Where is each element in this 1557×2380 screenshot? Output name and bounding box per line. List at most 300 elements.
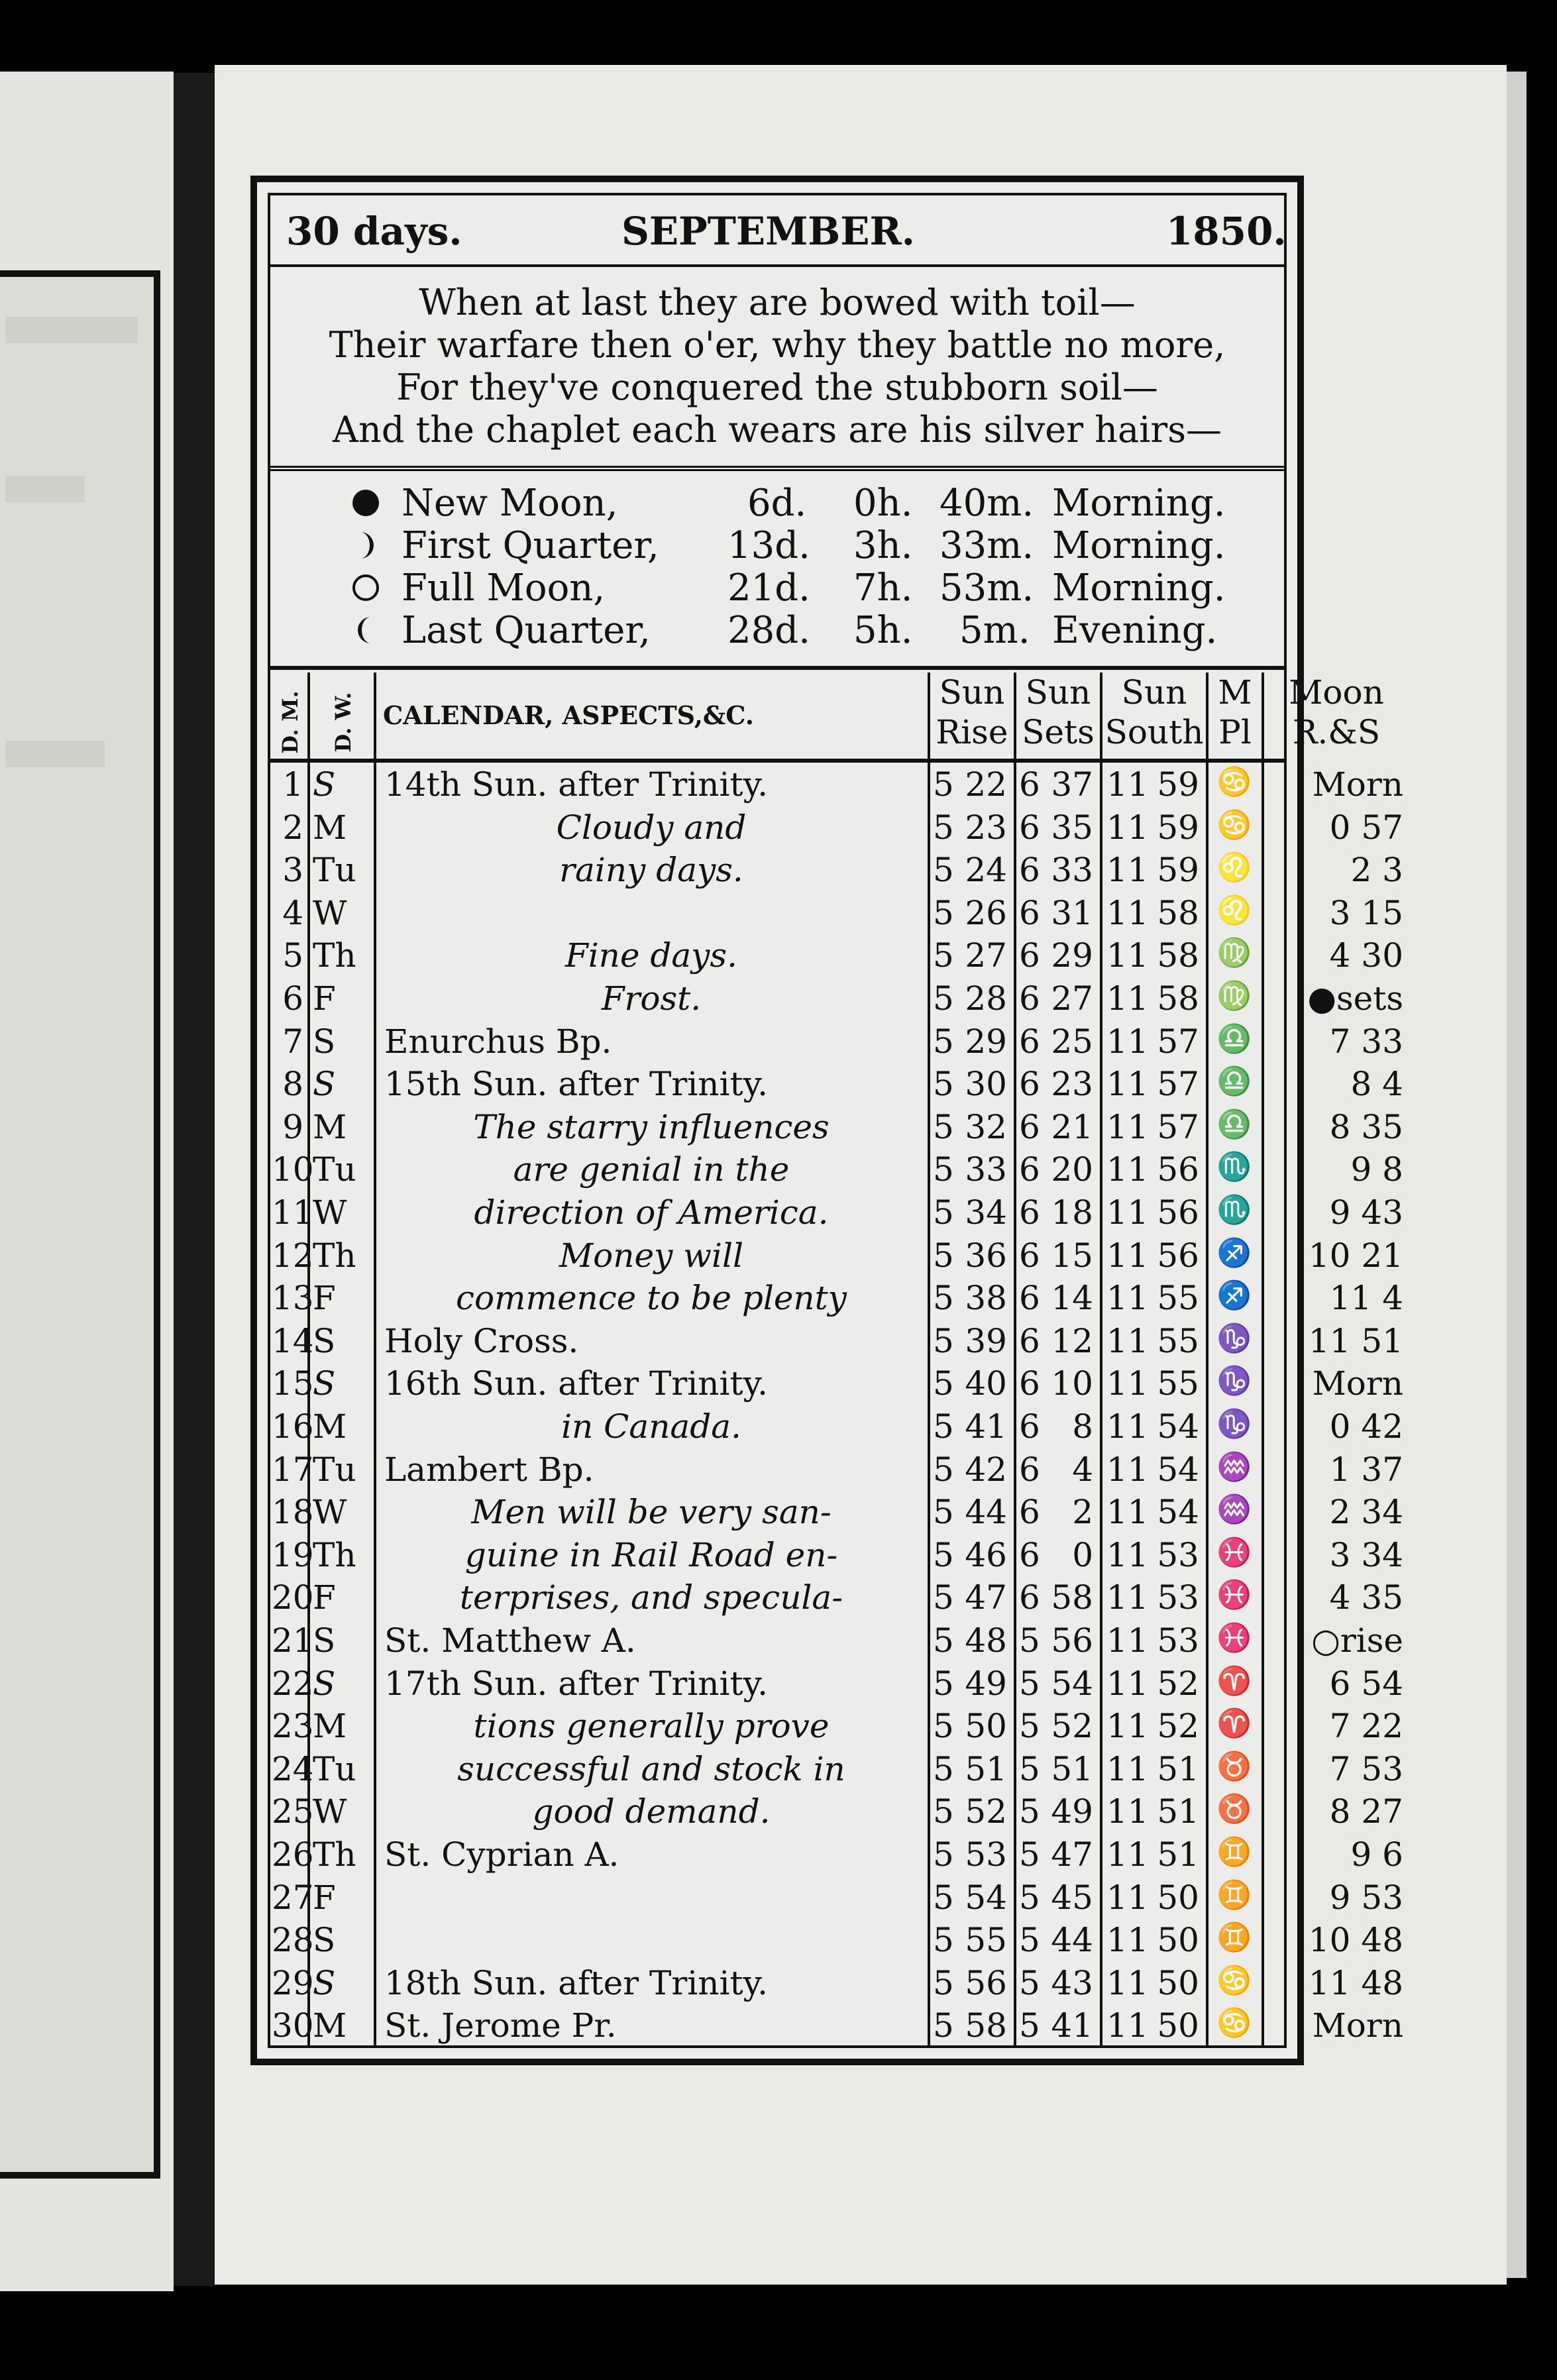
moon-phase-minute: 33m. xyxy=(940,524,1034,567)
moon-phase-minute: 5m. xyxy=(959,609,1030,652)
sun-south-hour: 11 xyxy=(1106,1107,1149,1146)
sun-rise-hour: 5 xyxy=(933,1578,954,1617)
sun-rise-minute: 56 xyxy=(965,1963,1007,2002)
day-of-week: S xyxy=(313,1022,336,1061)
day-of-week: W xyxy=(313,1493,347,1532)
moon-rise-set: 7 53 xyxy=(1329,1749,1403,1788)
facing-page-frame xyxy=(0,270,160,2179)
table-row xyxy=(270,1105,1403,1148)
calendar-note: Holy Cross. xyxy=(384,1321,579,1360)
table-row xyxy=(270,1362,1403,1404)
sun-set-minute: 4 xyxy=(1072,1450,1093,1489)
moon-place-sign: ♐ xyxy=(1216,1279,1252,1312)
moon-place-sign: ♒ xyxy=(1216,1450,1252,1483)
sun-rise-hour: 5 xyxy=(933,893,954,932)
sun-set-hour: 6 xyxy=(1019,808,1040,847)
moon-place-sign: ♒ xyxy=(1216,1493,1252,1526)
sun-south-minute: 51 xyxy=(1157,1792,1199,1831)
day-of-week: S xyxy=(313,1921,336,1960)
sun-set-hour: 6 xyxy=(1019,1364,1040,1403)
sun-set-minute: 51 xyxy=(1051,1749,1093,1788)
calendar-note: Men will be very san- xyxy=(471,1493,832,1532)
sun-rise-minute: 53 xyxy=(965,1835,1007,1874)
sun-set-hour: 5 xyxy=(1019,1835,1040,1874)
moon-place-sign: ♓ xyxy=(1216,1535,1252,1568)
moon-rise-set: 8 4 xyxy=(1350,1065,1403,1104)
day-of-month: 3 xyxy=(282,851,303,890)
sun-set-minute: 21 xyxy=(1051,1107,1093,1146)
calendar-note: successful and stock in xyxy=(457,1749,845,1788)
header-line: Sun xyxy=(1121,673,1187,712)
sun-rise-hour: 5 xyxy=(933,1065,954,1104)
moon-place-sign: ♎ xyxy=(1216,1065,1252,1098)
day-of-week: F xyxy=(313,979,336,1018)
table-row xyxy=(270,1020,1403,1062)
day-of-month: 20 xyxy=(272,1578,314,1617)
table-row xyxy=(270,1533,1403,1576)
sun-south-hour: 11 xyxy=(1106,1193,1149,1232)
day-of-week: M xyxy=(313,1107,347,1146)
sun-south-minute: 55 xyxy=(1157,1279,1199,1318)
table-row xyxy=(270,1790,1403,1832)
full-moon-icon xyxy=(351,573,380,602)
calendar-note: 14th Sun. after Trinity. xyxy=(384,765,769,804)
day-of-week: S xyxy=(313,1664,336,1703)
table-row xyxy=(270,977,1403,1019)
sun-rise-minute: 54 xyxy=(965,1878,1007,1917)
column-header-moon-place xyxy=(1206,673,1262,759)
sun-south-minute: 59 xyxy=(1157,765,1199,804)
sun-rise-hour: 5 xyxy=(933,1749,954,1788)
header-line: Moon xyxy=(1289,673,1384,712)
moon-phase-day: 13d. xyxy=(727,524,810,567)
sun-south-minute: 54 xyxy=(1157,1450,1199,1489)
sun-set-minute: 49 xyxy=(1051,1792,1093,1831)
sun-set-hour: 6 xyxy=(1019,1150,1040,1189)
moon-phase-row xyxy=(270,482,1284,524)
sun-set-hour: 5 xyxy=(1019,1963,1040,2002)
calendar-note: rainy days. xyxy=(559,851,743,890)
moon-rise-set: 9 53 xyxy=(1329,1878,1403,1917)
sun-south-minute: 57 xyxy=(1157,1107,1199,1146)
moon-place-sign: ♓ xyxy=(1216,1621,1252,1654)
table-row xyxy=(270,1405,1403,1447)
day-of-month: 27 xyxy=(272,1878,314,1917)
moon-rise-set: 10 21 xyxy=(1308,1236,1403,1275)
sun-south-hour: 11 xyxy=(1106,1321,1149,1360)
sun-set-hour: 5 xyxy=(1019,1749,1040,1788)
moon-place-sign: ♓ xyxy=(1216,1578,1252,1611)
sun-south-minute: 55 xyxy=(1157,1321,1199,1360)
day-of-week: Tu xyxy=(313,1150,356,1189)
sun-set-hour: 6 xyxy=(1019,1193,1040,1232)
sun-rise-minute: 46 xyxy=(965,1535,1007,1574)
sun-set-minute: 2 xyxy=(1072,1493,1093,1532)
moon-rise-set: 10 48 xyxy=(1308,1921,1403,1960)
moon-rise-set: 2 34 xyxy=(1329,1493,1403,1532)
month-title: SEPTEMBER. xyxy=(621,209,915,254)
facing-page xyxy=(0,72,174,2291)
moon-phases xyxy=(270,474,1284,670)
moon-place-sign: ♉ xyxy=(1216,1749,1252,1782)
moon-rise-set: 1 37 xyxy=(1329,1450,1403,1489)
sun-south-hour: 11 xyxy=(1106,2006,1149,2045)
sun-set-hour: 6 xyxy=(1019,936,1040,975)
sun-set-hour: 6 xyxy=(1019,851,1040,890)
moon-phase-period: Morning. xyxy=(1052,482,1226,525)
moon-phase-day: 28d. xyxy=(727,609,810,652)
sun-set-minute: 23 xyxy=(1051,1065,1093,1104)
moon-rise-set: 0 42 xyxy=(1329,1407,1403,1446)
day-of-month: 12 xyxy=(272,1236,314,1275)
sun-rise-minute: 24 xyxy=(965,851,1007,890)
calendar-note: Frost. xyxy=(601,979,702,1018)
sun-rise-hour: 5 xyxy=(933,1493,954,1532)
poem-line: When at last they are bowed with toil— xyxy=(419,282,1136,323)
table-row xyxy=(270,1276,1403,1319)
column-header-day-of-week: D. W. xyxy=(307,673,374,759)
sun-south-minute: 54 xyxy=(1157,1407,1199,1446)
sun-rise-hour: 5 xyxy=(933,1321,954,1360)
day-of-month: 6 xyxy=(282,979,303,1018)
sun-set-hour: 6 xyxy=(1019,1022,1040,1061)
sun-rise-minute: 44 xyxy=(965,1493,1007,1532)
moon-phase-hour: 5h. xyxy=(853,609,913,652)
moon-place-sign: ♊ xyxy=(1216,1878,1252,1911)
moon-rise-set: 8 35 xyxy=(1329,1107,1403,1146)
moon-rise-set: 11 48 xyxy=(1308,1963,1403,2002)
sun-rise-minute: 49 xyxy=(965,1664,1007,1703)
sun-rise-hour: 5 xyxy=(933,808,954,847)
calendar-note: direction of America. xyxy=(474,1193,829,1232)
last-quarter-icon xyxy=(351,616,380,645)
table-row xyxy=(270,1918,1403,1961)
sun-south-hour: 11 xyxy=(1106,1921,1149,1960)
moon-phase-row xyxy=(270,609,1284,651)
column-header-sun-south xyxy=(1100,673,1206,759)
moon-place-sign: ♋ xyxy=(1216,2006,1252,2039)
moon-place-sign: ♐ xyxy=(1216,1236,1252,1269)
calendar-note: 16th Sun. after Trinity. xyxy=(384,1364,769,1403)
sun-set-hour: 5 xyxy=(1019,2006,1040,2045)
day-of-week: Th xyxy=(313,1535,356,1574)
calendar-note: in Canada. xyxy=(561,1407,741,1446)
sun-set-hour: 6 xyxy=(1019,1578,1040,1617)
calendar-note: Fine days. xyxy=(565,936,737,975)
day-of-week: Th xyxy=(313,1835,356,1874)
sun-south-hour: 11 xyxy=(1106,1707,1149,1746)
sun-set-hour: 6 xyxy=(1019,979,1040,1018)
calendar-note: St. Jerome Pr. xyxy=(384,2006,617,2045)
sun-set-minute: 43 xyxy=(1051,1963,1093,2002)
sun-rise-hour: 5 xyxy=(933,1022,954,1061)
sun-south-minute: 59 xyxy=(1157,808,1199,847)
facing-page-ghost xyxy=(5,317,138,343)
day-of-month: 21 xyxy=(272,1621,314,1660)
calendar-note: Cloudy and xyxy=(556,808,747,847)
day-of-month: 19 xyxy=(272,1535,314,1574)
day-of-week: F xyxy=(313,1578,336,1617)
moon-phase-hour: 7h. xyxy=(853,567,913,610)
moon-phase-period: Morning. xyxy=(1052,524,1226,567)
poem-line: Their warfare then o'er, why they battle no more, xyxy=(329,324,1226,366)
sun-south-hour: 11 xyxy=(1106,893,1149,932)
sun-rise-hour: 5 xyxy=(933,1150,954,1189)
sun-south-minute: 52 xyxy=(1157,1664,1199,1703)
moon-phase-day: 21d. xyxy=(727,567,810,610)
sun-rise-minute: 51 xyxy=(965,1749,1007,1788)
table-row xyxy=(270,1704,1403,1747)
table-row xyxy=(270,1148,1403,1190)
sun-south-hour: 11 xyxy=(1106,851,1149,890)
day-of-week: Th xyxy=(313,1236,356,1275)
sun-rise-minute: 48 xyxy=(965,1621,1007,1660)
moon-place-sign: ♌ xyxy=(1216,893,1252,926)
poem-line: For they've conquered the stubborn soil— xyxy=(396,366,1158,408)
sun-south-hour: 11 xyxy=(1106,1407,1149,1446)
sun-set-hour: 5 xyxy=(1019,1878,1040,1917)
moon-place-sign: ♑ xyxy=(1216,1407,1252,1440)
sun-south-hour: 11 xyxy=(1106,1535,1149,1574)
page-edge xyxy=(1507,72,1527,2278)
table-row xyxy=(270,1062,1403,1105)
day-of-month: 22 xyxy=(272,1664,314,1703)
sun-set-minute: 8 xyxy=(1072,1407,1093,1446)
moon-place-sign: ♉ xyxy=(1216,1792,1252,1825)
sun-set-minute: 44 xyxy=(1051,1921,1093,1960)
sun-rise-minute: 55 xyxy=(965,1921,1007,1960)
sun-rise-hour: 5 xyxy=(933,1921,954,1960)
moon-phase-period: Morning. xyxy=(1052,567,1226,610)
day-of-month: 13 xyxy=(272,1279,314,1318)
sun-south-minute: 57 xyxy=(1157,1022,1199,1061)
moon-rise-set: 3 34 xyxy=(1329,1535,1403,1574)
sun-south-hour: 11 xyxy=(1106,1792,1149,1831)
day-of-week: W xyxy=(313,893,347,932)
sun-south-hour: 11 xyxy=(1106,1963,1149,2002)
day-of-month: 11 xyxy=(272,1193,314,1232)
moon-phase-name: Last Quarter, xyxy=(402,609,651,652)
day-of-week: S xyxy=(313,1621,336,1660)
sun-rise-hour: 5 xyxy=(933,1279,954,1318)
new-moon-icon xyxy=(351,488,380,517)
moon-rise-set: Morn xyxy=(1312,2006,1403,2045)
calendar-note: commence to be plenty xyxy=(456,1279,847,1318)
table-row xyxy=(270,891,1403,934)
sun-south-minute: 51 xyxy=(1157,1835,1199,1874)
sun-set-hour: 6 xyxy=(1019,1450,1040,1489)
moon-place-sign: ♋ xyxy=(1216,765,1252,798)
moon-rise-set: 11 4 xyxy=(1329,1279,1403,1318)
day-of-month: 14 xyxy=(272,1321,314,1360)
poem xyxy=(270,267,1284,471)
sun-rise-minute: 32 xyxy=(965,1107,1007,1146)
calendar-note: 18th Sun. after Trinity. xyxy=(384,1963,769,2002)
day-of-week: M xyxy=(313,2006,347,2045)
sun-rise-minute: 23 xyxy=(965,808,1007,847)
column-header-moon-rise-set xyxy=(1262,673,1409,759)
sun-south-hour: 11 xyxy=(1106,1749,1149,1788)
sun-rise-minute: 42 xyxy=(965,1450,1007,1489)
day-of-month: 7 xyxy=(282,1022,303,1061)
days-count: 30 days. xyxy=(286,209,462,254)
sun-set-minute: 18 xyxy=(1051,1193,1093,1232)
calendar-note: 15th Sun. after Trinity. xyxy=(384,1065,769,1104)
sun-rise-minute: 38 xyxy=(965,1279,1007,1318)
header-line: Sets xyxy=(1022,713,1095,751)
table-row xyxy=(270,934,1403,976)
moon-place-sign: ♑ xyxy=(1216,1321,1252,1354)
sun-south-minute: 58 xyxy=(1157,936,1199,975)
sun-rise-minute: 40 xyxy=(965,1364,1007,1403)
sun-south-minute: 56 xyxy=(1157,1236,1199,1275)
first-quarter-icon xyxy=(351,531,380,560)
day-of-week: Tu xyxy=(313,851,356,890)
sun-set-minute: 45 xyxy=(1051,1878,1093,1917)
sun-south-hour: 11 xyxy=(1106,1065,1149,1104)
sun-rise-minute: 47 xyxy=(965,1578,1007,1617)
moon-rise-set: 4 30 xyxy=(1329,936,1403,975)
moon-rise-set: 0 57 xyxy=(1329,808,1403,847)
sun-set-minute: 35 xyxy=(1051,808,1093,847)
sun-south-hour: 11 xyxy=(1106,1022,1149,1061)
table-row xyxy=(270,1191,1403,1233)
table-row xyxy=(270,1619,1403,1661)
sun-south-hour: 11 xyxy=(1106,1835,1149,1874)
sun-rise-hour: 5 xyxy=(933,765,954,804)
header-line: M xyxy=(1218,673,1252,712)
sun-rise-minute: 30 xyxy=(965,1065,1007,1104)
moon-phase-name: First Quarter, xyxy=(402,524,659,567)
sun-rise-minute: 39 xyxy=(965,1321,1007,1360)
moon-place-sign: ♍ xyxy=(1216,979,1252,1012)
day-of-week: Tu xyxy=(313,1749,356,1788)
day-of-month: 23 xyxy=(272,1707,314,1746)
sun-rise-hour: 5 xyxy=(933,1364,954,1403)
moon-rise-set: 11 51 xyxy=(1308,1321,1403,1360)
sun-rise-hour: 5 xyxy=(933,1707,954,1746)
sun-south-minute: 53 xyxy=(1157,1621,1199,1660)
sun-set-hour: 6 xyxy=(1019,893,1040,932)
sun-south-minute: 53 xyxy=(1157,1578,1199,1617)
moon-rise-set: Morn xyxy=(1312,1364,1403,1403)
sun-set-minute: 33 xyxy=(1051,851,1093,890)
day-of-month: 15 xyxy=(272,1364,314,1403)
sun-set-minute: 20 xyxy=(1051,1150,1093,1189)
book-gutter xyxy=(174,73,215,2286)
sun-set-minute: 47 xyxy=(1051,1835,1093,1874)
sun-set-hour: 6 xyxy=(1019,1065,1040,1104)
calendar-note: 17th Sun. after Trinity. xyxy=(384,1664,769,1703)
moon-rise-set: 9 6 xyxy=(1350,1835,1403,1874)
sun-south-minute: 58 xyxy=(1157,893,1199,932)
sun-rise-minute: 28 xyxy=(965,979,1007,1018)
moon-phase-minute: 40m. xyxy=(940,482,1034,525)
day-of-week: F xyxy=(313,1279,336,1318)
moon-phase-row xyxy=(270,524,1284,567)
table-row xyxy=(270,1319,1403,1362)
sun-rise-minute: 58 xyxy=(965,2006,1007,2045)
column-header-day-of-month: D. M. xyxy=(278,690,303,754)
sun-set-minute: 54 xyxy=(1051,1664,1093,1703)
day-of-week: S xyxy=(313,1321,336,1360)
header-line: R.&S xyxy=(1292,713,1381,751)
sun-set-hour: 6 xyxy=(1019,1407,1040,1446)
calendar-note: tions generally prove xyxy=(473,1707,830,1746)
sun-rise-hour: 5 xyxy=(933,1621,954,1660)
moon-rise-set: Morn xyxy=(1312,765,1403,804)
sun-rise-hour: 5 xyxy=(933,1835,954,1874)
day-of-week: M xyxy=(313,1707,347,1746)
day-of-week: M xyxy=(313,1407,347,1446)
calendar-note: are genial in the xyxy=(513,1150,790,1189)
sun-rise-hour: 5 xyxy=(933,851,954,890)
sun-south-hour: 11 xyxy=(1106,1236,1149,1275)
sun-set-hour: 5 xyxy=(1019,1664,1040,1703)
day-of-month: 8 xyxy=(282,1065,303,1104)
sun-rise-hour: 5 xyxy=(933,979,954,1018)
day-of-week: S xyxy=(313,1065,336,1104)
day-of-month: 26 xyxy=(272,1835,314,1874)
moon-place-sign: ♋ xyxy=(1216,808,1252,841)
table-row xyxy=(270,1576,1403,1618)
sun-set-hour: 6 xyxy=(1019,1321,1040,1360)
sun-set-minute: 56 xyxy=(1051,1621,1093,1660)
sun-set-hour: 5 xyxy=(1019,1921,1040,1960)
day-of-week: M xyxy=(313,808,347,847)
sun-rise-hour: 5 xyxy=(933,1792,954,1831)
calendar-inner-frame xyxy=(268,193,1403,2048)
sun-south-minute: 53 xyxy=(1157,1535,1199,1574)
calendar-note: Enurchus Bp. xyxy=(384,1022,612,1061)
day-of-month: 17 xyxy=(272,1450,314,1489)
day-of-month: 30 xyxy=(272,2006,314,2045)
moon-place-sign: ♎ xyxy=(1216,1107,1252,1140)
sun-set-minute: 14 xyxy=(1051,1279,1093,1318)
day-of-week: S xyxy=(313,1364,336,1403)
calendar-note: The starry influences xyxy=(473,1107,830,1146)
moon-place-sign: ♊ xyxy=(1216,1921,1252,1954)
sun-set-hour: 6 xyxy=(1019,1107,1040,1146)
sun-rise-hour: 5 xyxy=(933,1193,954,1232)
sun-south-hour: 11 xyxy=(1106,1150,1149,1189)
day-of-week: W xyxy=(313,1792,347,1831)
header-line: Sun xyxy=(939,673,1005,712)
sun-set-minute: 31 xyxy=(1051,893,1093,932)
sun-rise-hour: 5 xyxy=(933,2006,954,2045)
column-header-calendar: CALENDAR, ASPECTS,&C. xyxy=(374,673,928,759)
sun-set-hour: 6 xyxy=(1019,765,1040,804)
moon-rise-set: 3 15 xyxy=(1329,893,1403,932)
sun-south-minute: 52 xyxy=(1157,1707,1199,1746)
sun-set-minute: 41 xyxy=(1051,2006,1093,2045)
moon-place-sign: ♏ xyxy=(1216,1193,1252,1226)
table-header xyxy=(270,673,1384,763)
day-of-week: F xyxy=(313,1878,336,1917)
moon-phase-name: New Moon, xyxy=(402,482,618,525)
sun-south-minute: 50 xyxy=(1157,1878,1199,1917)
sun-set-hour: 6 xyxy=(1019,1493,1040,1532)
day-of-week: Tu xyxy=(313,1450,356,1489)
header-line: Sun xyxy=(1025,673,1091,712)
moon-place-sign: ♑ xyxy=(1216,1364,1252,1397)
moon-place-sign: ♋ xyxy=(1216,1963,1252,1996)
day-of-week: S xyxy=(313,1963,336,2002)
table-row xyxy=(270,848,1403,891)
sun-south-hour: 11 xyxy=(1106,765,1149,804)
day-of-month: 24 xyxy=(272,1749,314,1788)
sun-south-hour: 11 xyxy=(1106,1493,1149,1532)
